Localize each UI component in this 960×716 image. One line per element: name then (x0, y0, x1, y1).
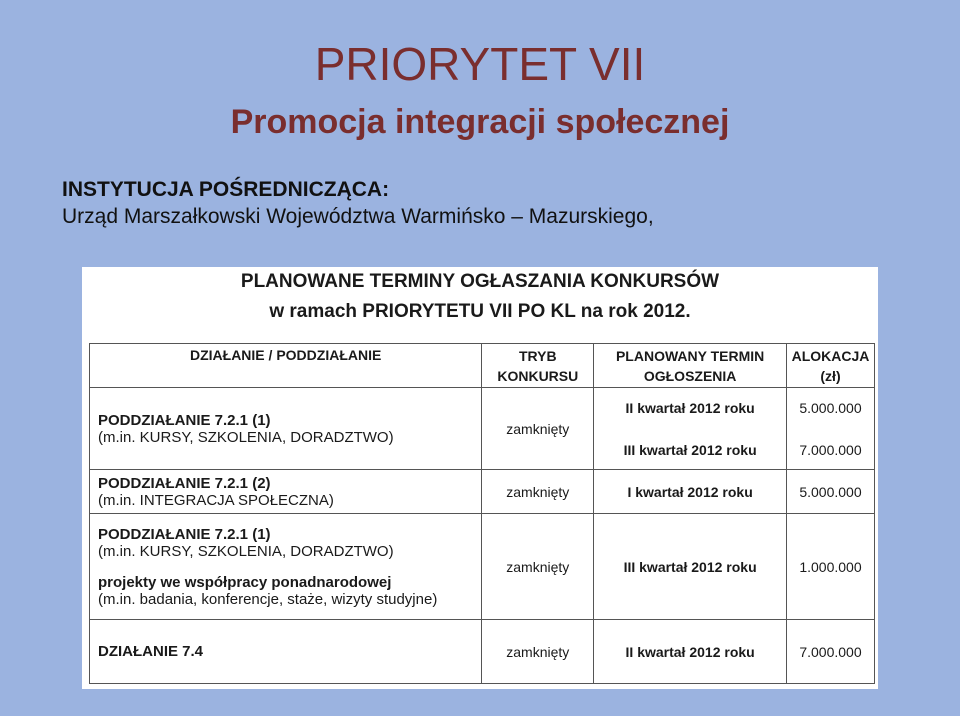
row-2-tryb: zamknięty (482, 470, 594, 514)
table-row (90, 514, 875, 620)
table-header-row (90, 344, 875, 388)
table-row (90, 470, 875, 514)
slide-subtitle: Promocja integracji społecznej (230, 103, 730, 141)
row-1-alokacja: 5.000.000 7.000.000 (787, 388, 875, 470)
table-heading-1: PLANOWANE TERMINY OGŁASZANIA KONKURSÓW (240, 271, 720, 292)
row-2-name: PODDZIAŁANIE 7.2.1 (2) (m.in. INTEGRACJA SPOŁECZNA) (90, 470, 482, 514)
row-4-tryb: zamknięty (482, 620, 594, 684)
row-3-name: PODDZIAŁANIE 7.2.1 (1) (m.in. KURSY, SZKOLENIA, DORADZTWO) projekty we współpracy ponadnarodowej (m.in. badania, konferencje, staże, wizyty studyjne) (90, 514, 482, 620)
schedule-table-image (82, 267, 878, 689)
slide-title: PRIORYTET VII (314, 38, 646, 90)
schedule-table (89, 343, 875, 684)
table-row (90, 388, 875, 470)
row-1-name: PODDZIAŁANIE 7.2.1 (1) (m.in. KURSY, SZKOLENIA, DORADZTWO) (90, 388, 482, 470)
row-3-tryb: zamknięty (482, 514, 594, 620)
row-3-alokacja: 1.000.000 (787, 514, 875, 620)
row-1-termin: II kwartał 2012 roku III kwartał 2012 roku (594, 388, 787, 470)
row-3-termin: III kwartał 2012 roku (594, 514, 787, 620)
institution-label: INSTYTUCJA POŚREDNICZĄCA: (62, 178, 390, 201)
row-1-tryb: zamknięty (482, 388, 594, 470)
row-2-alokacja: 5.000.000 (787, 470, 875, 514)
row-4-name: DZIAŁANIE 7.4 (90, 620, 482, 684)
header-alokacja: ALOKACJA (zł) (787, 344, 875, 388)
table-row (90, 620, 875, 684)
header-dzialanie: DZIAŁANIE / PODDZIAŁANIE (90, 344, 482, 388)
row-4-termin: II kwartał 2012 roku (594, 620, 787, 684)
header-tryb: TRYB KONKURSU (482, 344, 594, 388)
row-4-alokacja: 7.000.000 (787, 620, 875, 684)
institution-name: Urząd Marszałkowski Województwa Warmińsko – Mazurskiego, (62, 205, 654, 228)
header-termin: PLANOWANY TERMIN OGŁOSZENIA (594, 344, 787, 388)
row-2-termin: I kwartał 2012 roku (594, 470, 787, 514)
table-heading-2: w ramach PRIORYTETU VII PO KL na rok 2012. (269, 301, 691, 322)
